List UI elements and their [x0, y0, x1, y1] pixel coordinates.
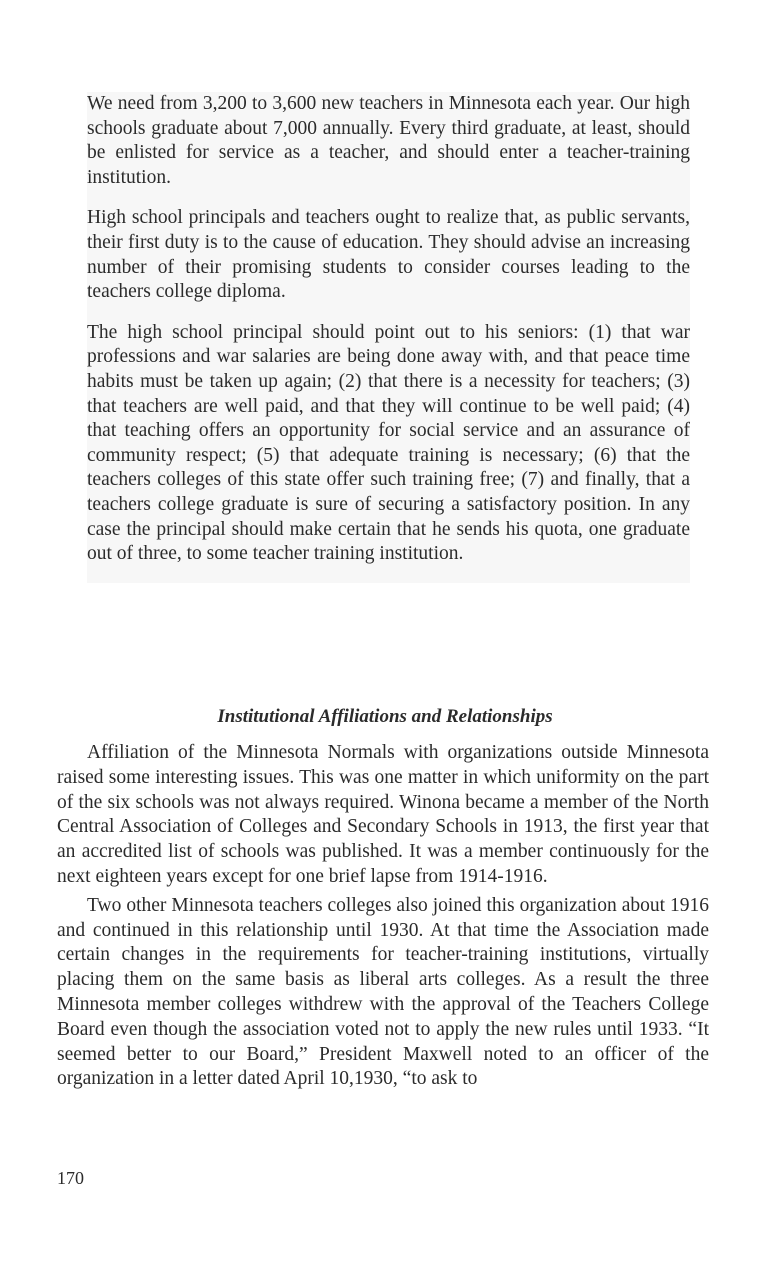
- body-text: [57, 741, 709, 1092]
- page-number: 170: [57, 1168, 84, 1188]
- quote-paragraph-2: High school principals and teachers ought to realize that, as public servants, their first duty is to the cause of education. They should advise an increasing number of their promising students to consider courses leading to the teachers college diploma.: [87, 207, 690, 303]
- quote-paragraph-3: The high school principal should point out to his seniors: (1) that war professions and war salaries are being done away with, and that peace time habits must be taken up again; (2) that there is a necessity for teachers; (3) that teachers are well paid, and that they will continue to be well paid; (4) that teaching offers an opportunity for social service and an assurance of community respect; (5) that adequate training is necessary; (6) that the teachers colleges of this state offer such training free; (7) and finally, that a teachers college graduate is sure of securing a satisfactory position. In any case the principal should make certain that he sends his quota, one graduate out of three, to some teacher training institution.: [87, 321, 690, 565]
- body-paragraph-2: Two other Minnesota teachers colleges also joined this organization about 1916 and continued in this relationship until 1930. At that time the Association made certain changes in the requirements for teacher-training institutions, virtually placing them on the same basis as liberal arts colleges. As a result the three Minnesota member colleges withdrew with the approval of the Teachers College Board even though the association voted not to apply the new rules until 1933. “It seemed better to our Board,” President Maxwell noted to an officer of the organization in a letter dated April 10,1930, “to ask to: [57, 894, 709, 1090]
- quoted-passage: [87, 92, 690, 583]
- quote-paragraph-1: We need from 3,200 to 3,600 new teachers in Minnesota each year. Our high schools graduate about 7,000 annually. Every third graduate, at least, should be enlisted for service as a teacher, and should enter a teacher-training institution.: [87, 93, 690, 188]
- body-paragraph-1: Affiliation of the Minnesota Normals with organizations outside Minnesota raised some interesting issues. This was one matter in which uniformity on the part of the six schools was not always required. Winona became a member of the North Central Association of Colleges and Secondary Schools in 1913, the first year that an accredited list of schools was published. It was a member continuously for the next eighteen years except for one brief lapse from 1914-1916.: [57, 742, 709, 887]
- section-heading: Institutional Affiliations and Relationships: [217, 706, 553, 727]
